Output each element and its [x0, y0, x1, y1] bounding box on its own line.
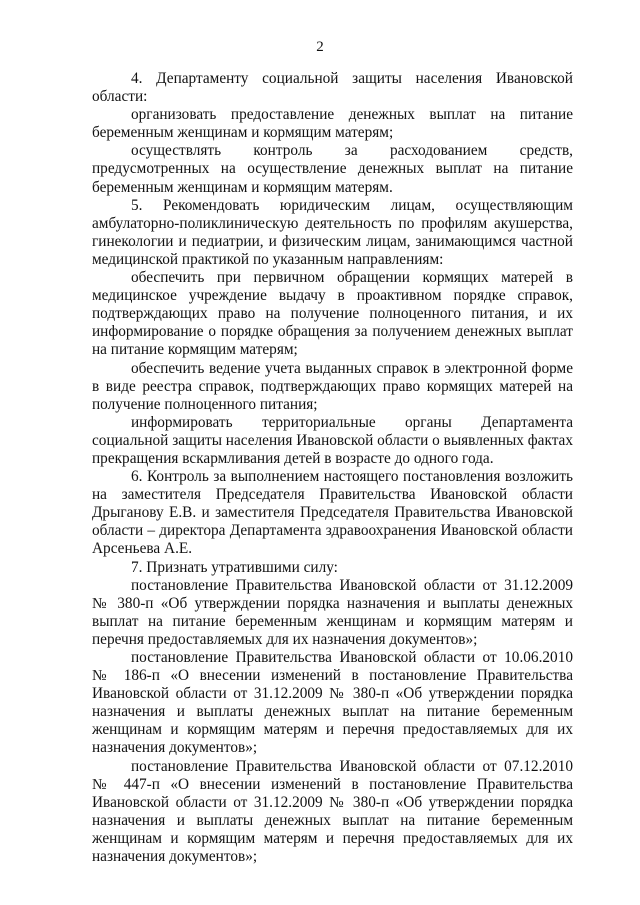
- paragraph-item-4-header: 4. Департаменту социальной защиты населения Ивановской области:: [92, 70, 573, 106]
- paragraph-repeal-447p: постановление Правительства Ивановской области от 07.12.2010 № 447-п «О внесении изменений в постановление Правительства Ивановской области от 31.12.2009 № 380-п «Об утверждении порядка назначения и выплаты денежных выплат на питание беременным женщинам и кормящим матерям и перечня предоставляемых для их назначения документов»;: [92, 757, 573, 866]
- paragraph-inform-territorial-bodies: информировать территориальные органы Департамента социальной защиты населения Ивановской области о выявленных фактах прекращения вскармливания детей в возрасте до одного года.: [92, 413, 573, 467]
- paragraph-item-7-repeal: 7. Признать утратившими силу:: [131, 558, 338, 576]
- paragraph-item-5-recommend: 5. Рекомендовать юридическим лицам, осуществляющим амбулаторно-поликлиническую деятельность по профилям акушерства, гинекологии и педиатрии, и физическим лицам, занимающимся частной медицинской практикой по указанным направлениям:: [92, 196, 573, 268]
- paragraph-control-spending: осуществлять контроль за расходованием средств, предусмотренных на осуществление денежных выплат на питание беременным женщинам и кормящим матерям.: [92, 142, 573, 196]
- page-number: 2: [316, 39, 324, 55]
- paragraph-organize-payments: организовать предоставление денежных выплат на питание беременным женщинам и кормящим матерям;: [92, 106, 573, 142]
- paragraph-repeal-380p: постановление Правительства Ивановской области от 31.12.2009 № 380-п «Об утверждении порядка назначения и выплаты денежных выплат на питание беременным женщинам и кормящим матерям и перечня предоставляемых для их назначения документов»;: [92, 576, 573, 648]
- paragraph-repeal-186p: постановление Правительства Ивановской области от 10.06.2010 № 186-п «О внесении изменений в постановление Правительства Ивановской области от 31.12.2009 № 380-п «Об утверждении порядка назначения и выплаты денежных выплат на питание беременным женщинам и кормящим матерям и перечня предоставляемых для их назначения документов»;: [92, 649, 573, 757]
- paragraph-issue-certificates: обеспечить при первичном обращении кормящих матерей в медицинское учреждение выдачу в проактивном порядке справок, подтверждающих право на получение полноценного питания, и их информирование о порядке обращения за получением денежных выплат на питание кормящим матерям;: [92, 269, 573, 359]
- paragraph-item-6-control: 6. Контроль за выполнением настоящего постановления возложить на заместителя Председателя Правительства Ивановской области Дрыганову Е.В. и заместителя Председателя Правительства Ивановской области – директора Департамента здравоохранения Ивановской области Арсеньева А.Е.: [92, 468, 573, 558]
- paragraph-certificate-registry: обеспечить ведение учета выданных справок в электронной форме в виде реестра справок, подтверждающих право кормящих матерей на получение полноценного питания;: [92, 359, 573, 413]
- document-body: [92, 70, 573, 866]
